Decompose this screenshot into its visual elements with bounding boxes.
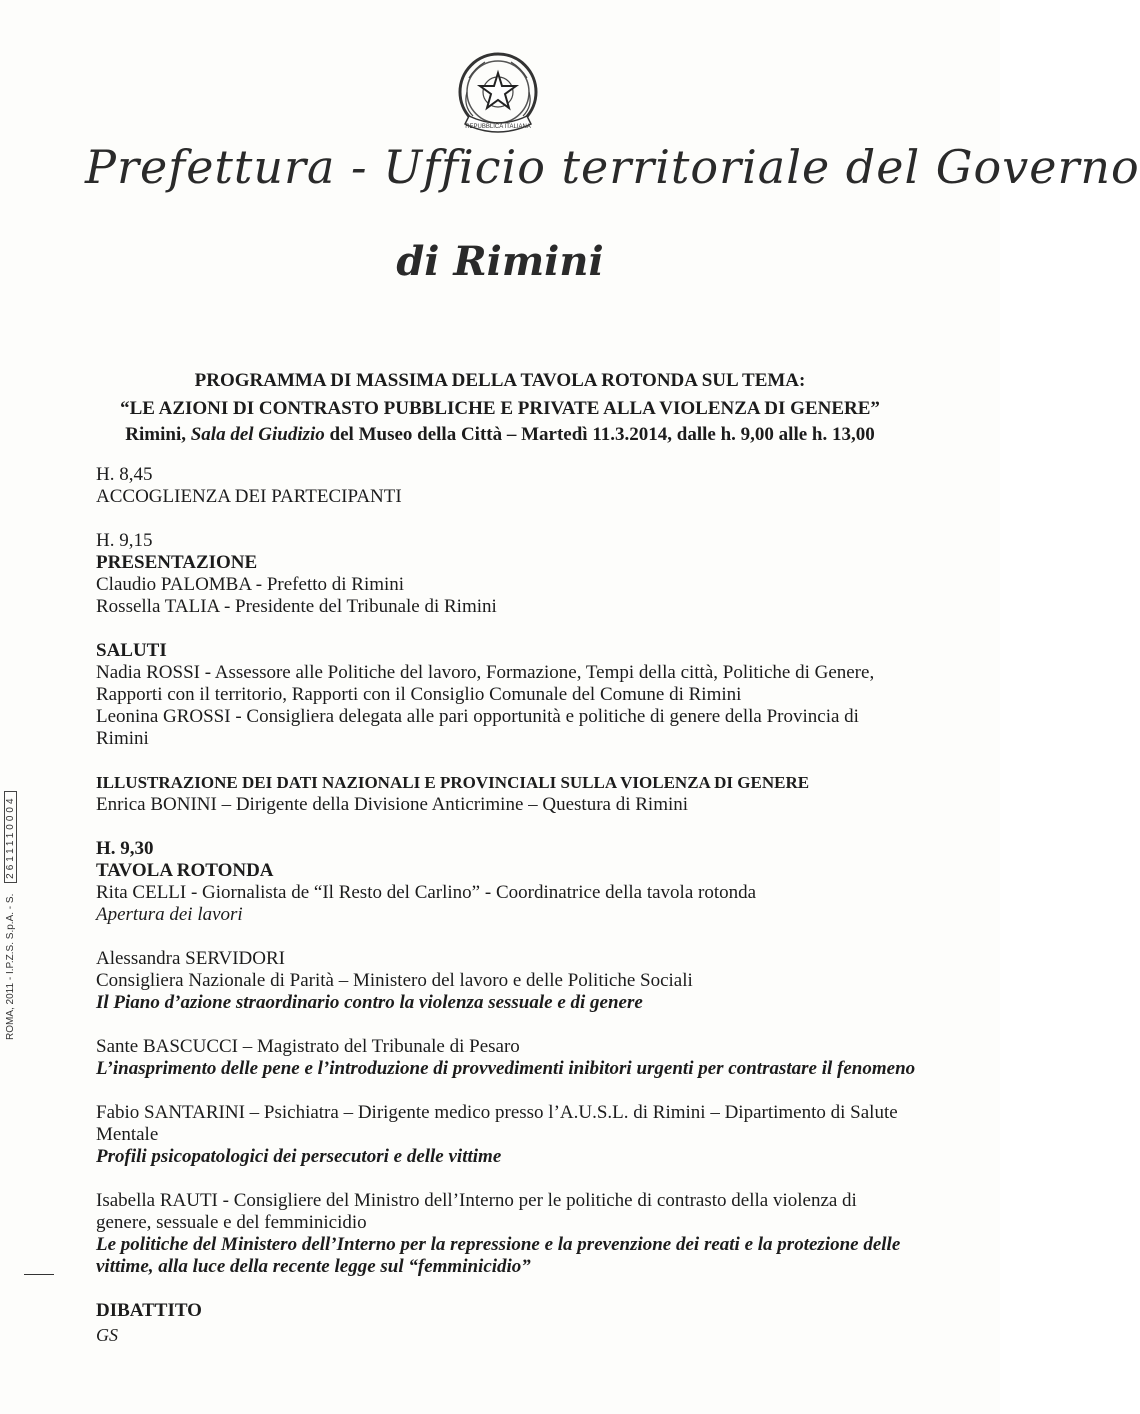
- speaker-santarini: [96, 1102, 916, 1168]
- section-heading: SALUTI: [96, 640, 167, 661]
- author-initials: GS: [96, 1325, 118, 1345]
- italian-republic-emblem-icon: [455, 48, 541, 144]
- section-data-illustration: [96, 772, 916, 816]
- section-time: H. 9,30: [96, 838, 154, 859]
- margin-print-code: [4, 780, 30, 1040]
- speaker-line: Enrica BONINI – Dirigente della Divisione Anticrimine – Questura di Rimini: [96, 794, 689, 815]
- speaker-topic: Le politiche del Ministero dell’Interno per la repressione e la prevenzione dei reati e la protezione delle vittime, alla luce della recente legge sul “femminicidio”: [96, 1234, 901, 1277]
- section-greetings: [96, 640, 916, 750]
- speaker-line: Claudio PALOMBA - Prefetto di Rimini: [96, 574, 405, 595]
- program-theme: “LE AZIONI DI CONTRASTO PUBBLICHE E PRIVATE ALLA VIOLENZA DI GENERE”: [120, 398, 880, 419]
- section-time: H. 8,45: [96, 464, 153, 485]
- section-debate: [96, 1300, 916, 1322]
- speaker-bascucci: [96, 1036, 916, 1080]
- venue-hall: Sala del Giudizio: [190, 424, 325, 445]
- speaker-name: Sante BASCUCCI – Magistrato del Tribunale di Pesaro: [96, 1036, 520, 1057]
- speaker-line: Rita CELLI - Giornalista de “Il Resto del Carlino” - Coordinatrice della tavola rotonda: [96, 882, 757, 903]
- svg-text:REPUBBLICA ITALIANA: REPUBBLICA ITALIANA: [465, 124, 531, 130]
- speaker-name: Fabio SANTARINI – Psichiatra – Dirigente medico presso l’A.U.S.L. di Rimini – Dipartimento di Salute Mentale: [96, 1102, 898, 1145]
- section-heading: ILLUSTRAZIONE DEI DATI NAZIONALI E PROVINCIALI SULLA VIOLENZA DI GENERE: [96, 773, 810, 792]
- speaker-name: Isabella RAUTI - Consigliere del Ministro dell’Interno per le politiche di contrasto della violenza di genere, sessuale e del femminicidio: [96, 1190, 857, 1233]
- program-title: PROGRAMMA DI MASSIMA DELLA TAVOLA ROTONDA SUL TEMA:: [194, 370, 806, 391]
- speaker-topic: Profili psicopatologici dei persecutori e delle vittime: [96, 1146, 502, 1167]
- margin-printer: ROMA, 2011 - I.P.Z.S. S.p.A. - S.: [5, 893, 16, 1040]
- section-heading: TAVOLA ROTONDA: [96, 860, 274, 881]
- section-time: H. 9,15: [96, 530, 153, 551]
- speaker-rauti: [96, 1190, 916, 1278]
- speaker-role: Consigliera Nazionale di Parità – Ministero del lavoro e delle Politiche Sociali: [96, 970, 693, 991]
- section-heading: DIBATTITO: [96, 1300, 202, 1321]
- speaker-name: Alessandra SERVIDORI: [96, 948, 285, 969]
- speaker-servidori: [96, 948, 916, 1014]
- speaker-line: Rossella TALIA - Presidente del Tribunale di Rimini: [96, 596, 497, 617]
- office-header-city: di Rimini: [396, 238, 604, 285]
- margin-serial: 2611110004: [4, 791, 17, 882]
- speaker-topic: Il Piano d’azione straordinario contro la violenza sessuale e di genere: [96, 992, 643, 1013]
- section-round-table: [96, 838, 916, 926]
- speaker-line: Leonina GROSSI - Consigliera delegata alle pari opportunità e politiche di genere della Provincia di Rimini: [96, 706, 859, 749]
- speaker-line: Nadia ROSSI - Assessore alle Politiche del lavoro, Formazione, Tempi della città, Politiche di Genere, Rapporti con il territorio, Rapporti con il Consiglio Comunale del Comune di Rimini: [96, 662, 875, 705]
- margin-mark: [24, 1274, 54, 1275]
- program-body: [96, 464, 916, 1344]
- section-presentation: [96, 530, 916, 618]
- speaker-topic: Apertura dei lavori: [96, 904, 243, 925]
- office-header-title: Prefettura - Ufficio territoriale del Governo: [85, 140, 1140, 194]
- program-venue-date: [60, 424, 940, 446]
- section-heading: PRESENTAZIONE: [96, 552, 258, 573]
- venue-city: Rimini,: [125, 424, 191, 445]
- section-welcome: [96, 464, 916, 508]
- venue-date-time: del Museo della Città – Martedì 11.3.2014, dalle h. 9,00 alle h. 13,00: [324, 424, 875, 445]
- section-heading: ACCOGLIENZA DEI PARTECIPANTI: [96, 486, 402, 507]
- speaker-topic: L’inasprimento delle pene e l’introduzione di provvedimenti inibitori urgenti per contrastare il fenomeno: [96, 1058, 916, 1079]
